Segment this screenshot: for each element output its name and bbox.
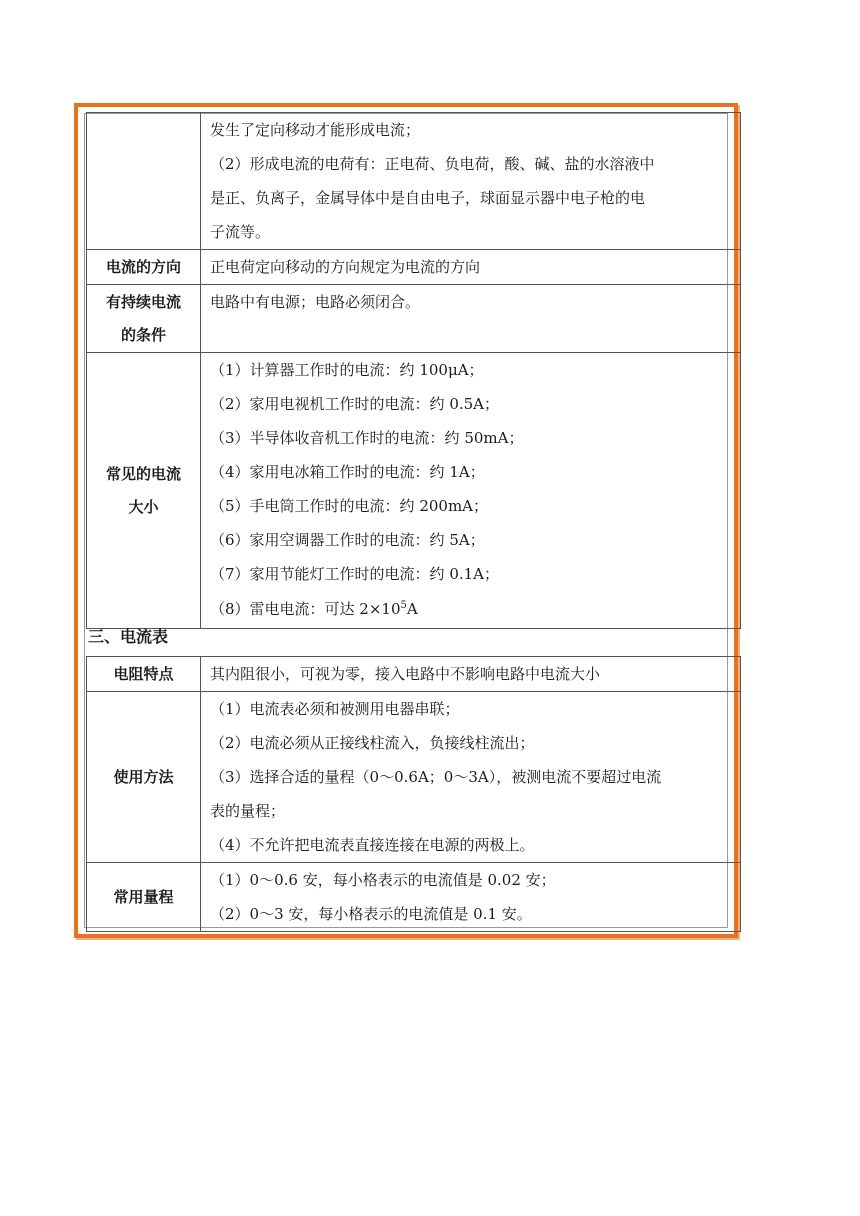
row-label-ranges: 常用量程 [87, 863, 201, 932]
text-line: （6）家用空调器工作时的电流：约 5A； [210, 531, 485, 549]
row-content-common-current [201, 353, 741, 629]
text-line: （2）家用电视机工作时的电流：约 0.5A； [210, 395, 500, 413]
label-line: 常见的电流 [105, 464, 181, 483]
text-line: （5）手电筒工作时的电流：约 200mA； [210, 497, 488, 515]
row-label-conditions [87, 285, 201, 353]
text-line: 电路中有电源；电路必须闭合。 [210, 293, 421, 311]
text-line: （1）电流表必须和被测用电器串联； [210, 700, 460, 718]
text-line: （4）家用电冰箱工作时的电流：约 1A； [210, 463, 485, 481]
lightning-exponent: 5 [400, 600, 407, 611]
row-content-conditions [201, 285, 741, 353]
table-row [87, 113, 741, 250]
label-line: 大小 [128, 497, 159, 516]
section-heading: 三、电流表 [88, 627, 169, 646]
lightning-prefix: （8）雷电电流：可达 2×10 [210, 600, 401, 618]
row-content-charges [201, 113, 741, 250]
row-label-resistance: 电阻特点 [87, 657, 201, 692]
lightning-suffix: A [406, 600, 418, 618]
current-properties-table [86, 112, 741, 629]
text-line: （3）半导体收音机工作时的电流：约 50mA； [210, 429, 524, 447]
row-content-resistance [201, 657, 741, 692]
table-row [87, 285, 741, 353]
row-label-common-current [87, 353, 201, 629]
text-line: （1）计算器工作时的电流：约 100μA； [210, 361, 484, 379]
text-line: （3）选择合适的量程（0～0.6A；0～3A），被测电流不要超过电流 [210, 768, 662, 786]
ammeter-table [86, 656, 741, 932]
text-line: （1）0～0.6 安，每小格表示的电流值是 0.02 安； [210, 871, 556, 889]
text-line: 表的量程； [210, 802, 286, 820]
table-row [87, 250, 741, 285]
label-line: 有持续电流 [105, 292, 181, 311]
text-line: 是正、负离子，金属导体中是自由电子，球面显示器中电子枪的电 [210, 189, 646, 207]
text-line: 子流等。 [210, 223, 271, 241]
row-label-direction: 电流的方向 [87, 250, 201, 285]
row-content-usage [201, 692, 741, 863]
text-line: （2）0～3 安，每小格表示的电流值是 0.1 安。 [210, 905, 532, 923]
text-line: （7）家用节能灯工作时的电流：约 0.1A； [210, 565, 500, 583]
text-line: 正电荷定向移动的方向规定为电流的方向 [210, 258, 481, 276]
row-content-ranges [201, 863, 741, 932]
text-line: （4）不允许把电流表直接连接在电源的两极上。 [210, 836, 535, 854]
table-row [87, 353, 741, 629]
row-label-usage: 使用方法 [87, 692, 201, 863]
text-line-lightning [210, 591, 734, 628]
row-label-empty [87, 113, 201, 250]
row-content-direction [201, 250, 741, 285]
text-line: 其内阻很小，可视为零，接入电路中不影响电路中电流大小 [210, 665, 601, 683]
text-line: 发生了定向移动才能形成电流； [210, 121, 421, 139]
table-row [87, 863, 741, 932]
label-line: 的条件 [120, 325, 166, 344]
table-row [87, 692, 741, 863]
table-row [87, 657, 741, 692]
text-line: （2）电流必须从正接线柱流入，负接线柱流出； [210, 734, 535, 752]
text-line: （2）形成电流的电荷有：正电荷、负电荷，酸、碱、盐的水溶液中 [210, 155, 655, 173]
